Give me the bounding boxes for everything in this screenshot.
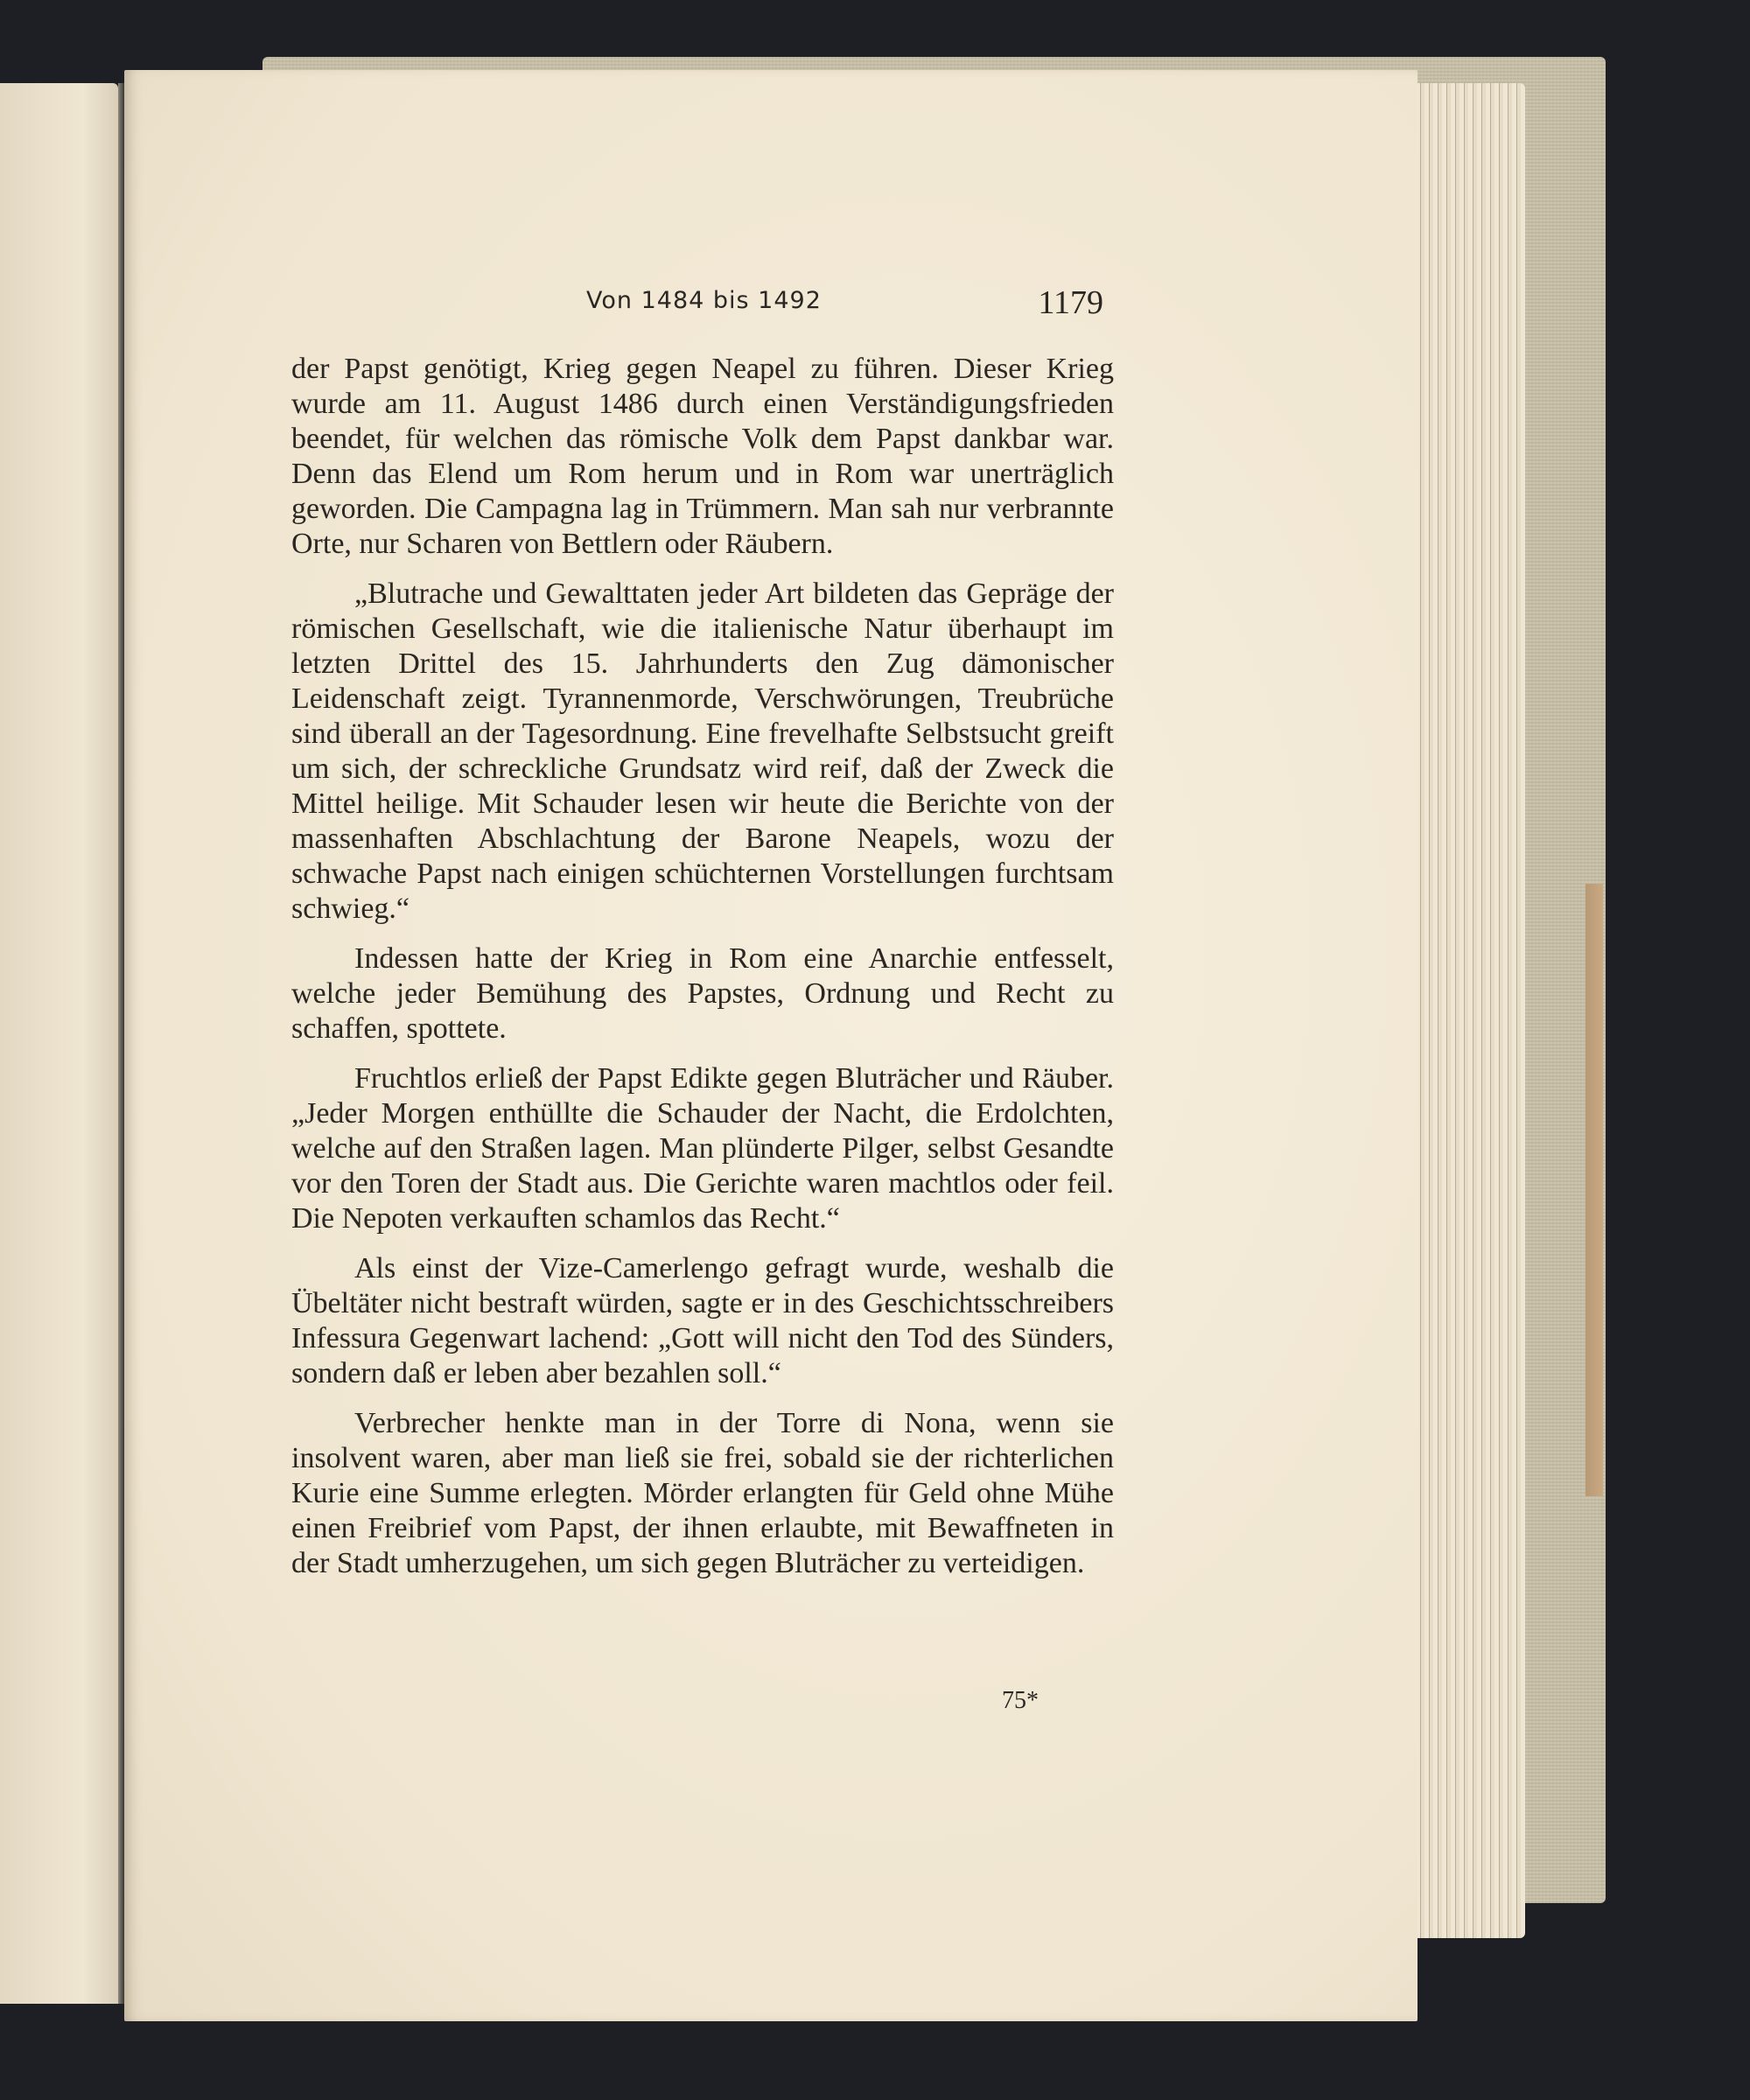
page-header: [291, 280, 1114, 332]
page-number: 1179: [1038, 284, 1103, 321]
body-text: [291, 352, 1114, 1581]
signature-mark: 75*: [1002, 1687, 1039, 1714]
paragraph: Fruchtlos erließ der Papst Edikte gegen Bluträcher und Räuber. „Jeder Morgen enthüllte die Schauder der Nacht, die Erdolchten, welche auf den Straßen lagen. Man plünderte Pilger, selbst Gesandte vor den Toren der Stadt aus. Die Gerichte waren machtlos oder feil. Die Nepoten verkauften schamlos das Recht.“: [291, 1062, 1114, 1235]
paragraph: der Papst genötigt, Krieg gegen Neapel zu führen. Dieser Krieg wurde am 11. August 1486 durch einen Verständigungsfrieden beendet, für welchen das römische Volk dem Papst dankbar war. Denn das Elend um Rom herum und in Rom war unerträglich geworden. Die Campagna lag in Trümmern. Man sah nur verbrannte Orte, nur Scharen von Bettlern oder Räubern.: [291, 353, 1114, 560]
paragraph: Indessen hatte der Krieg in Rom eine Anarchie entfesselt, welche jeder Bemühung des Papstes, Ordnung und Recht zu schaffen, spottete.: [291, 942, 1114, 1045]
bookmark-ribbon: [1586, 884, 1603, 1496]
page-edges: [1416, 83, 1525, 1938]
running-head: Von 1484 bis 1492: [586, 287, 822, 314]
previous-page: [0, 83, 118, 2004]
paragraph: Als einst der Vize-Camerlengo gefragt wurde, weshalb die Übeltäter nicht bestraft würden, sagte er in des Geschichtsschreibers Infessura Gegenwart lachend: „Gott will nicht den Tod des Sünders, sondern daß er leben aber bezahlen soll.“: [291, 1252, 1114, 1390]
paragraph: Verbrecher henkte man in der Torre di Nona, wenn sie insolvent waren, aber man ließ sie frei, sobald sie der richterlichen Kurie eine Summe erlegten. Mörder erlangten für Geld ohne Mühe einen Freibrief vom Papst, der ihnen erlaubte, mit Bewaffneten in der Stadt umherzugehen, um sich gegen Bluträcher zu verteidigen.: [291, 1407, 1114, 1579]
paragraph: „Blutrache und Gewalttaten jeder Art bildeten das Gepräge der römischen Gesellschaft, wie die italienische Natur überhaupt im letzten Drittel des 15. Jahrhunderts den Zug dämonischer Leidenschaft zeigt. Tyrannenmorde, Verschwörungen, Treubrüche sind überall an der Tagesordnung. Eine frevelhafte Selbstsucht greift um sich, der schreckliche Grundsatz wird reif, daß der Zweck die Mittel heilige. Mit Schauder lesen wir heute die Berichte von der massenhaften Abschlachtung der Barone Neapels, wozu der schwache Papst nach einigen schüchternen Vorstellungen furchtsam schwieg.“: [291, 578, 1114, 925]
